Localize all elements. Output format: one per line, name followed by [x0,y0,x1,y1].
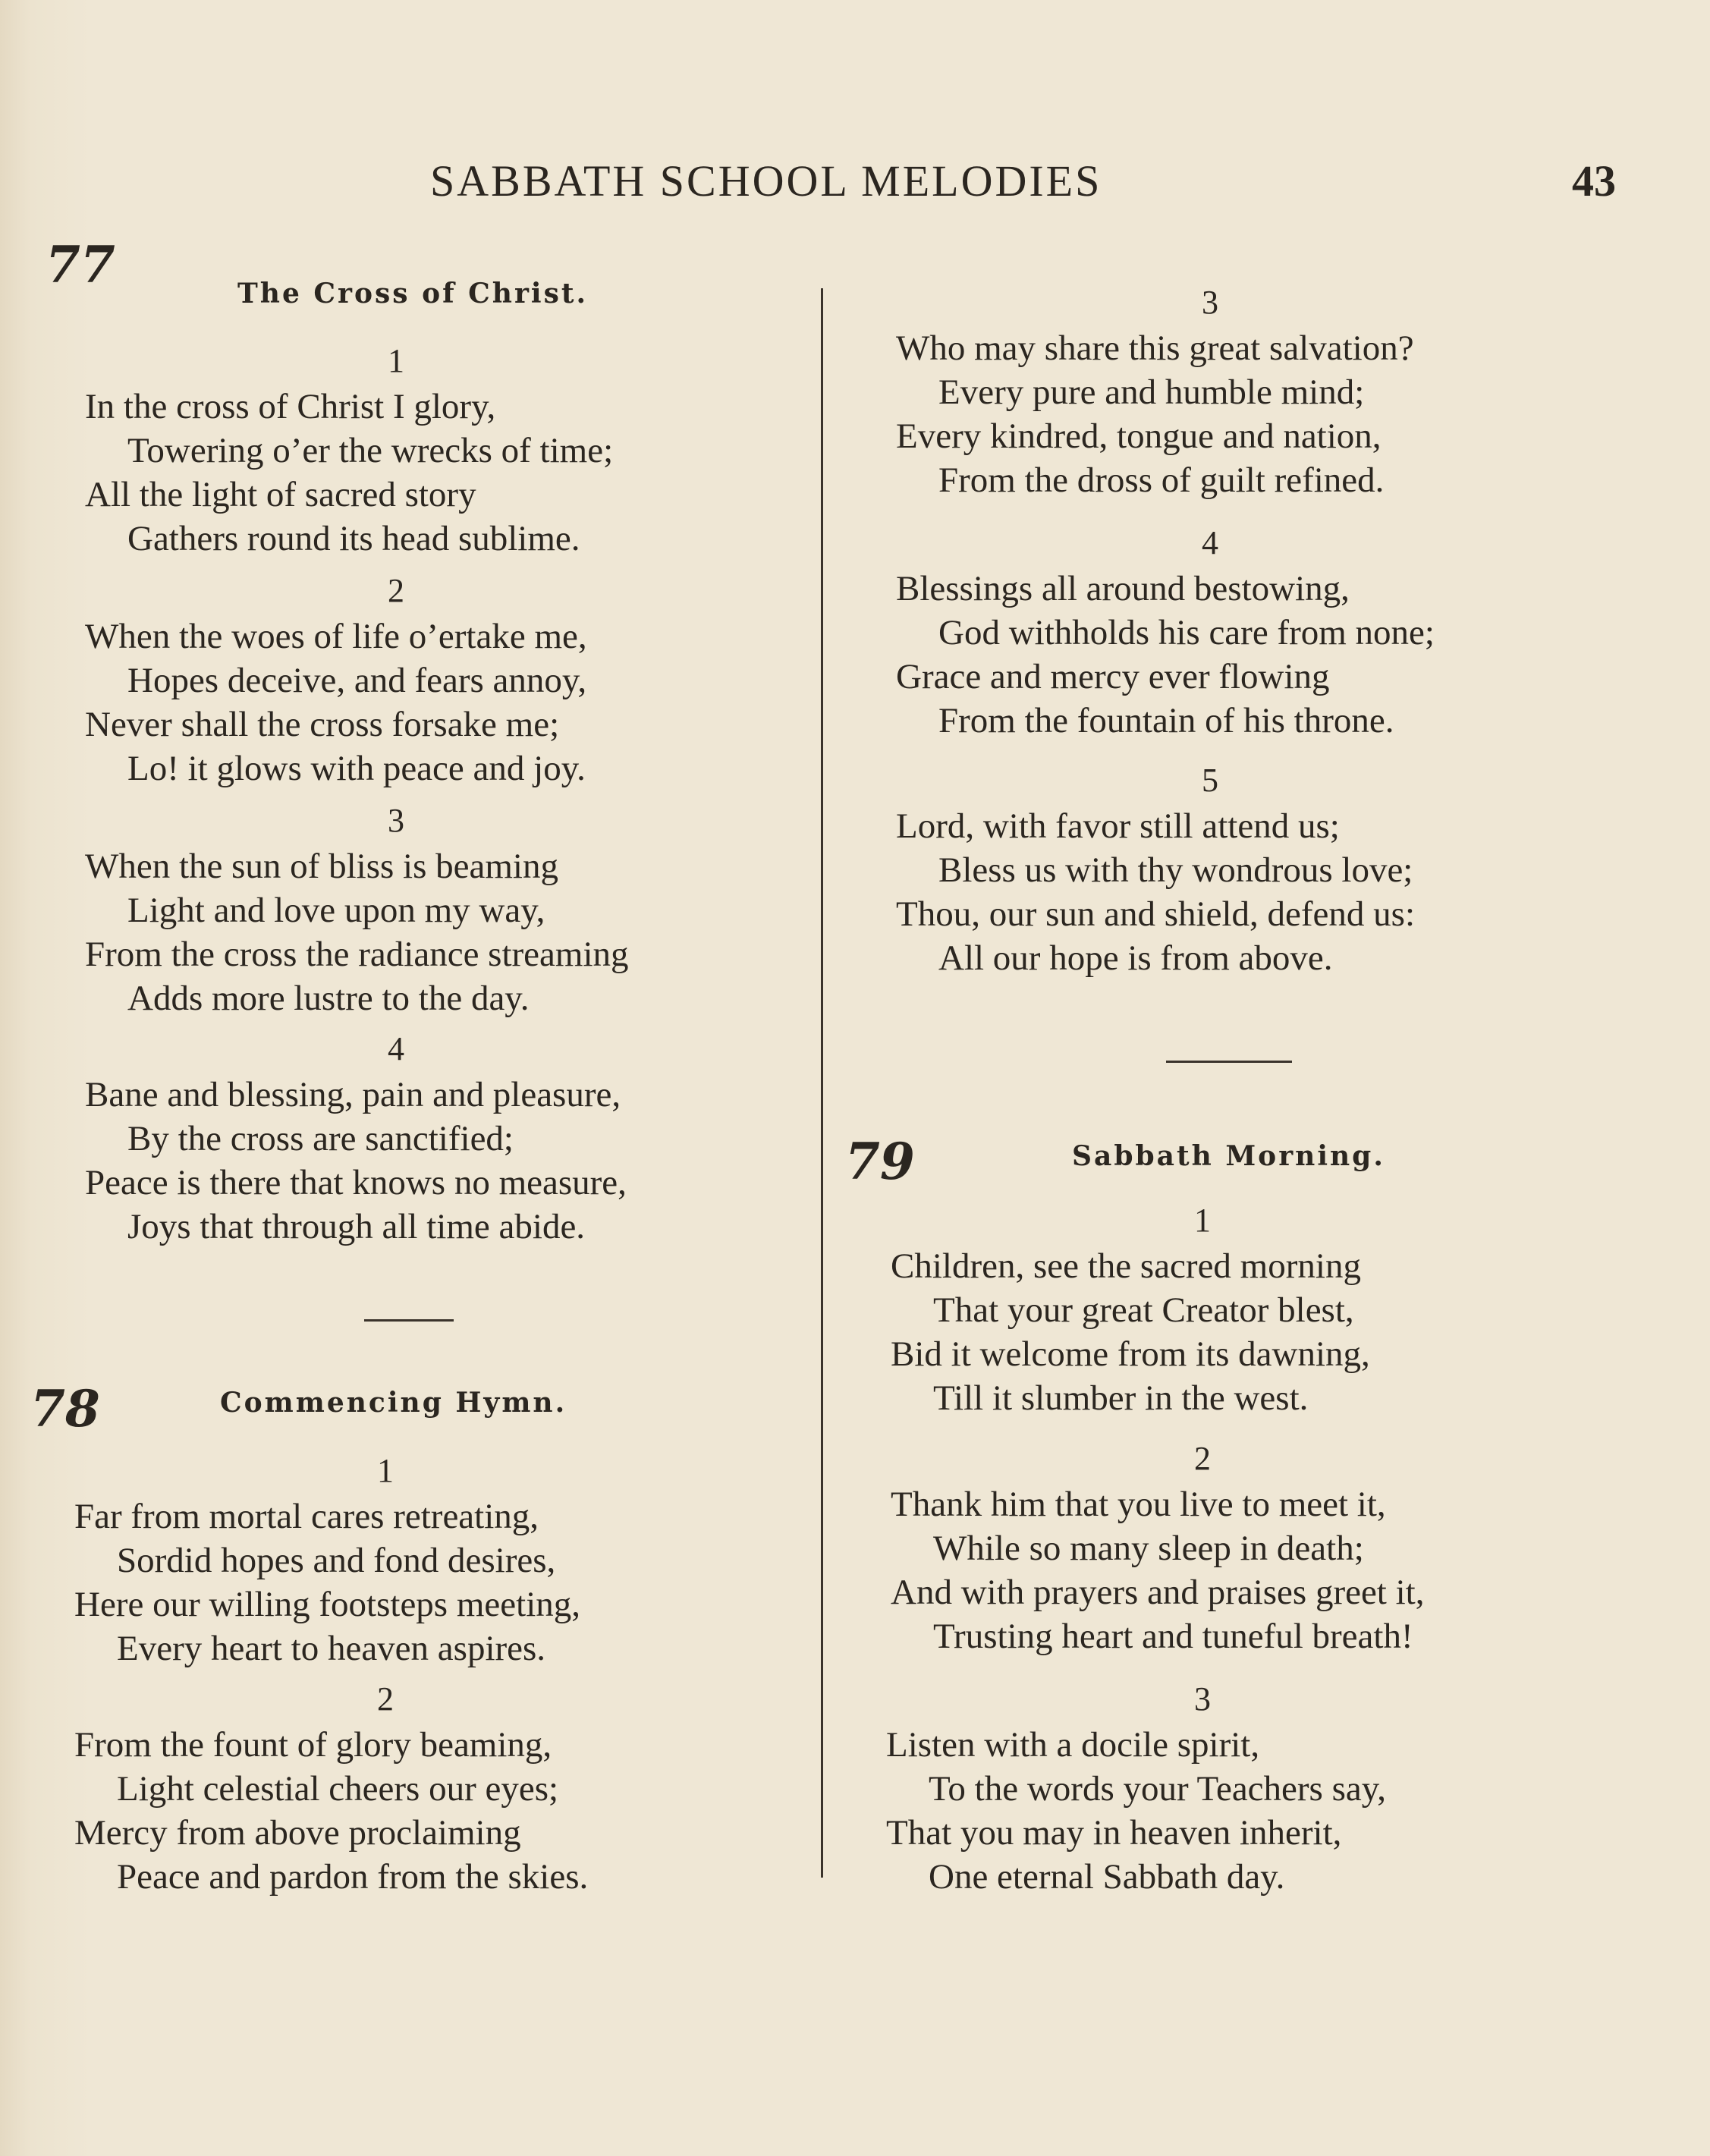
verse-line: Lord, with favor still attend us; [896,806,1340,846]
hymn-number: 78 [30,1379,100,1438]
verse-line: Light celestial cheers our eyes; [117,1769,559,1809]
verse-line: Joys that through all time abide. [127,1207,586,1246]
running-header: SABBATH SCHOOL MELODIES [430,156,1102,206]
stanza-number: 3 [388,802,404,839]
verse-line: Blessings all around bestowing, [896,569,1350,608]
stanza-number: 2 [377,1680,394,1718]
verse-line: Bid it welcome from its dawning, [891,1334,1370,1374]
stanza-number: 2 [388,572,404,609]
verse-line: By the cross are sanctified; [127,1119,514,1158]
stanza-number: 1 [377,1452,394,1489]
verse-line: Till it slumber in the west. [933,1378,1309,1418]
verse-line: In the cross of Christ I glory, [85,387,496,426]
section-rule [364,1319,454,1322]
verse-line: Bless us with thy wondrous love; [938,850,1413,890]
stanza-number: 3 [1202,284,1218,321]
verse-line: Every heart to heaven aspires. [117,1629,546,1668]
verse-line: Children, see the sacred morning [891,1246,1361,1286]
stanza-number: 4 [388,1030,404,1067]
verse-line: Every pure and humble mind; [938,372,1365,412]
verse-line: God withholds his care from none; [938,613,1435,652]
hymn-number: 77 [46,235,115,294]
verse-line: When the sun of bliss is beaming [85,847,558,886]
verse-line: Never shall the cross forsake me; [85,705,560,744]
verse-line: While so many sleep in death; [933,1529,1364,1568]
verse-line: From the fountain of his throne. [938,701,1394,740]
stanza-number: 4 [1202,524,1218,561]
verse-line: Bane and blessing, pain and pleasure, [85,1075,621,1114]
verse-line: To the words your Teachers say, [929,1769,1386,1809]
hymn-title: The Cross of Christ. [237,278,589,310]
verse-line: Here our willing footsteps meeting, [74,1585,580,1624]
verse-line: Every kindred, tongue and nation, [896,416,1382,456]
verse-line: Peace and pardon from the skies. [117,1857,589,1897]
verse-line: Trusting heart and tuneful breath! [933,1617,1413,1656]
stanza-number: 3 [1194,1680,1211,1718]
verse-line: And with prayers and praises greet it, [891,1573,1425,1612]
hymn-number: 79 [845,1132,915,1191]
verse-line: Gathers round its head sublime. [127,519,580,558]
stanza-number: 1 [1194,1202,1211,1239]
verse-line: Peace is there that knows no measure, [85,1163,627,1202]
verse-line: One eternal Sabbath day. [929,1857,1285,1897]
verse-line: All our hope is from above. [938,938,1333,978]
column-divider [821,288,823,1878]
verse-line: All the light of sacred story [85,475,476,514]
verse-line: From the dross of guilt refined. [938,460,1385,500]
verse-line: From the fount of glory beaming, [74,1725,552,1765]
hymn-title: Commencing Hymn. [220,1387,567,1419]
verse-line: Sordid hopes and fond desires, [117,1541,556,1580]
verse-line: Lo! it glows with peace and joy. [127,749,586,788]
stanza-number: 2 [1194,1440,1211,1477]
verse-line: Towering o’er the wrecks of time; [127,431,614,470]
verse-line: Adds more lustre to the day. [127,979,530,1018]
verse-line: Who may share this great salvation? [896,328,1414,368]
verse-line: Grace and mercy ever flowing [896,657,1330,696]
verse-line: That your great Creator blest, [933,1290,1354,1330]
stanza-number: 5 [1202,762,1218,799]
verse-line: From the cross the radiance streaming [85,935,629,974]
stanza-number: 1 [388,342,404,379]
verse-line: When the woes of life o’ertake me, [85,617,587,656]
verse-line: Thank him that you live to meet it, [891,1485,1386,1524]
verse-line: Far from mortal cares retreating, [74,1497,539,1536]
verse-line: Listen with a docile spirit, [886,1725,1260,1765]
verse-line: Thou, our sun and shield, defend us: [896,894,1416,934]
page-number: 43 [1572,156,1616,206]
verse-line: Light and love upon my way, [127,891,545,930]
hymn-title: Sabbath Morning. [1072,1140,1385,1172]
verse-line: Mercy from above proclaiming [74,1813,521,1853]
section-rule [1166,1061,1292,1063]
verse-line: That you may in heaven inherit, [886,1813,1342,1853]
verse-line: Hopes deceive, and fears annoy, [127,661,587,700]
